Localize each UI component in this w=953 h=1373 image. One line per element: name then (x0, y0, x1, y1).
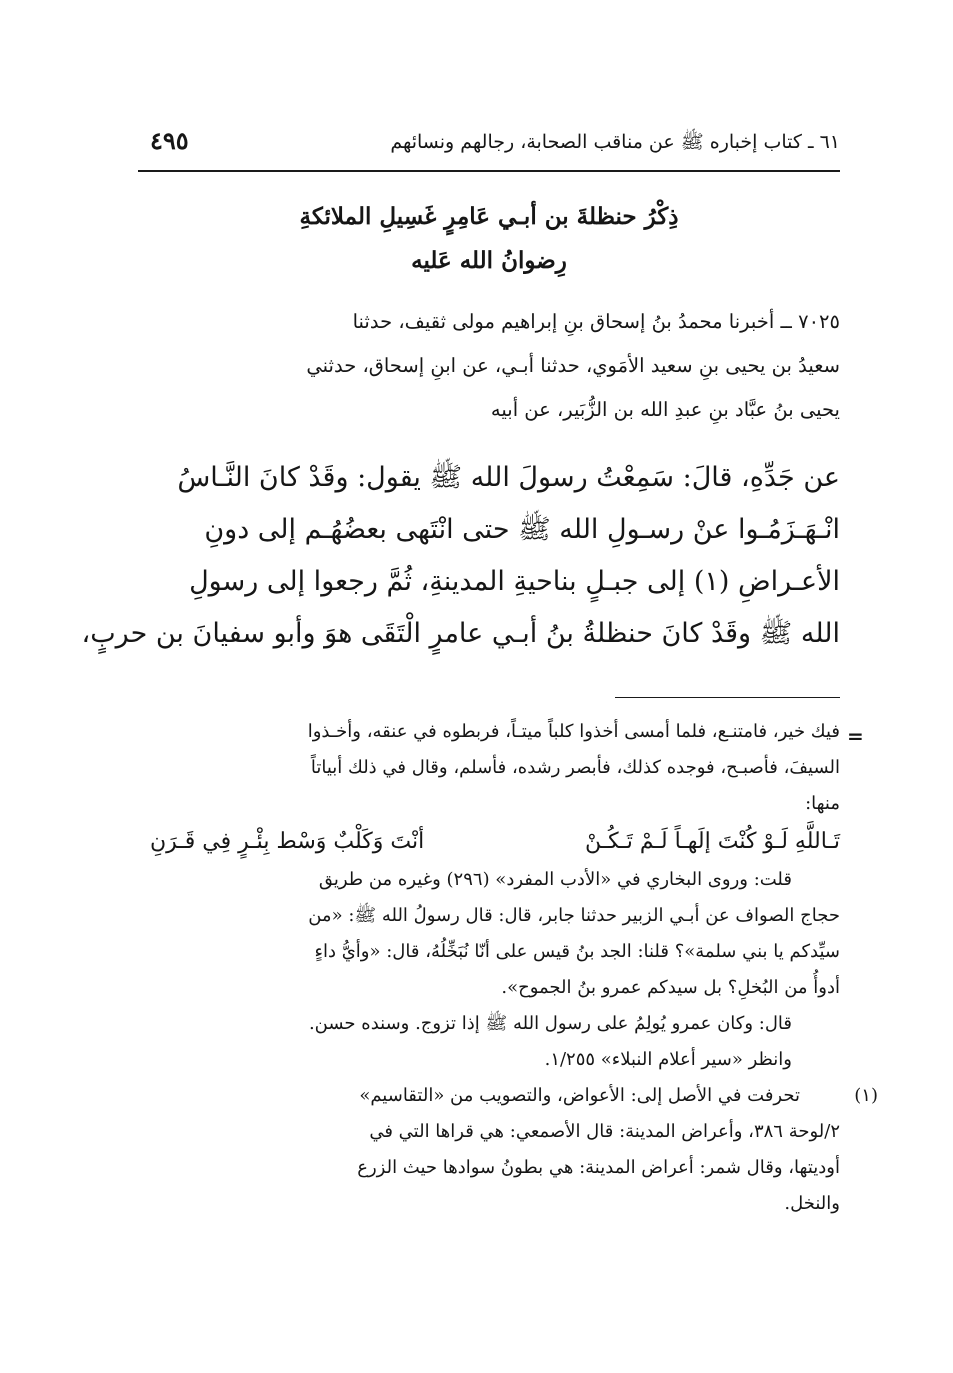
hadith-matn (81, 452, 840, 660)
footnotes (150, 714, 878, 1222)
header-rule (138, 170, 840, 172)
footnote-line: وانظر «سير أعلام النبلاء» ١/٢٥٥. (544, 1049, 792, 1070)
footnote-line: سيِّدكم يا بني سلمة»؟ قلنا: الجد بنُ قيس على أنّا نُبَخِّلُهُ، قال: «وأيُّ داءٍ (314, 941, 840, 962)
page-header (138, 126, 840, 160)
footnote-line: حجاج الصواف عن أبـي الزبير حدثنا جابر، قال: قال رسولُ الله ﷺ: «من (308, 905, 840, 926)
footnote-line: السيفَ، فأصبـح، فوجده كذلك، فأبصر رشده، فأسلم، وقال في ذلك أبياتاً (310, 757, 840, 778)
poetry-verse (150, 822, 840, 862)
section-title-line-2: رِضوانُ الله عَليه (411, 247, 567, 274)
matn-line: الله ﷺ وقَدْ كانَ حنظلةُ بنُ أبـي عامرٍ الْتَقَى هوَ وأبو سفيانَ بن حربٍ، (81, 618, 840, 649)
footnote-separator (615, 697, 840, 698)
footnote-line: والنخل. (784, 1193, 840, 1214)
footnote-line: أوديتها، وقال شمر: أعراض المدينة: هي بطونُ سوادها حيث الزرع (357, 1157, 840, 1178)
footnote-line: أدوأُ من البُخلِ؟ بل سيدكم عمرو بنُ الجموح». (501, 977, 840, 998)
matn-line: عن جَدِّهِ، قالَ: سَمِعْتُ رسولَ الله ﷺ يقول: وقَدْ كانَ النَّـاسُ (177, 462, 840, 493)
footnote-line: ٢/لوحة ٣٨٦، وأعراض المدينة: قال الأصمعي: هي قراها التي في (369, 1121, 840, 1142)
matn-line: انْـهَـزَمُـوا عنْ رسـولِ الله ﷺ حتى انْتَهى بعضُهُـم إلى دونِ (204, 514, 840, 545)
footnote-number: (١) (854, 1085, 878, 1106)
verse-hemistich-first: تَـاللَّهِ لَـوْ كُنْتَ إلَهـاً لَـمْ تَـكُـنْ (584, 829, 840, 854)
footnote-line: فيك خير، فامتنـع، فلما أمسى أخذوا كلباً ميتـاً، فربطوه في عنقه، وأخـذوا (307, 721, 840, 742)
running-head: ٦١ ـ كتاب إخباره ﷺ عن مناقب الصحابة، رجالهم ونسائهم (390, 131, 840, 153)
section-title-line-1: ذِكْرُ حنظلةَ بن أبـي عَامِرٍ غَسِيلِ الملائكةِ (299, 203, 679, 230)
isnad-line: ٧٠٢٥ ــ أخبرنا محمدُ بنُ إسحاق بنِ إبراهيم مولى ثقيف، حدثنا (352, 310, 840, 333)
hadith-isnad (138, 300, 840, 432)
footnote-line: منها: (805, 793, 840, 814)
footnote-line: تحرفت في الأصل إلى: الأعواض، والتصويب من «التقاسيم» (359, 1085, 800, 1106)
matn-line: الأعـراضِ (١) إلى جبـلٍ بناحيةِ المدينةِ، ثُمَّ رجعوا إلى رسولِ (189, 566, 840, 597)
footnote-1 (150, 1078, 878, 1114)
verse-hemistich-second: أنْتَ وَكَلْبٌ وَسْط بِئْـرٍ فِي قَـرَنِ (150, 829, 425, 854)
isnad-line: يحيى بنُ عبَّاد بنِ عبدِ الله بن الزُّبَير، عن أبيه (490, 398, 840, 421)
footnote-line: قلت: وروى البخاري في «الأدب المفرد» (٢٩٦) وغيره من طريق (318, 869, 792, 890)
footnote-line: قال: وكان عمرو يُولِمُ على رسول الله ﷺ إذا تزوج. وسنده حسن. (308, 1013, 792, 1034)
footnote-continuation-mark: = (847, 724, 864, 748)
section-title (138, 195, 840, 283)
isnad-line: سعيدُ بن يحيى بنِ سعيد الأمَوي، حدثنا أبـي، عن ابنِ إسحاق، حدثني (306, 354, 840, 377)
page-number: ٤٩٥ (150, 126, 189, 155)
